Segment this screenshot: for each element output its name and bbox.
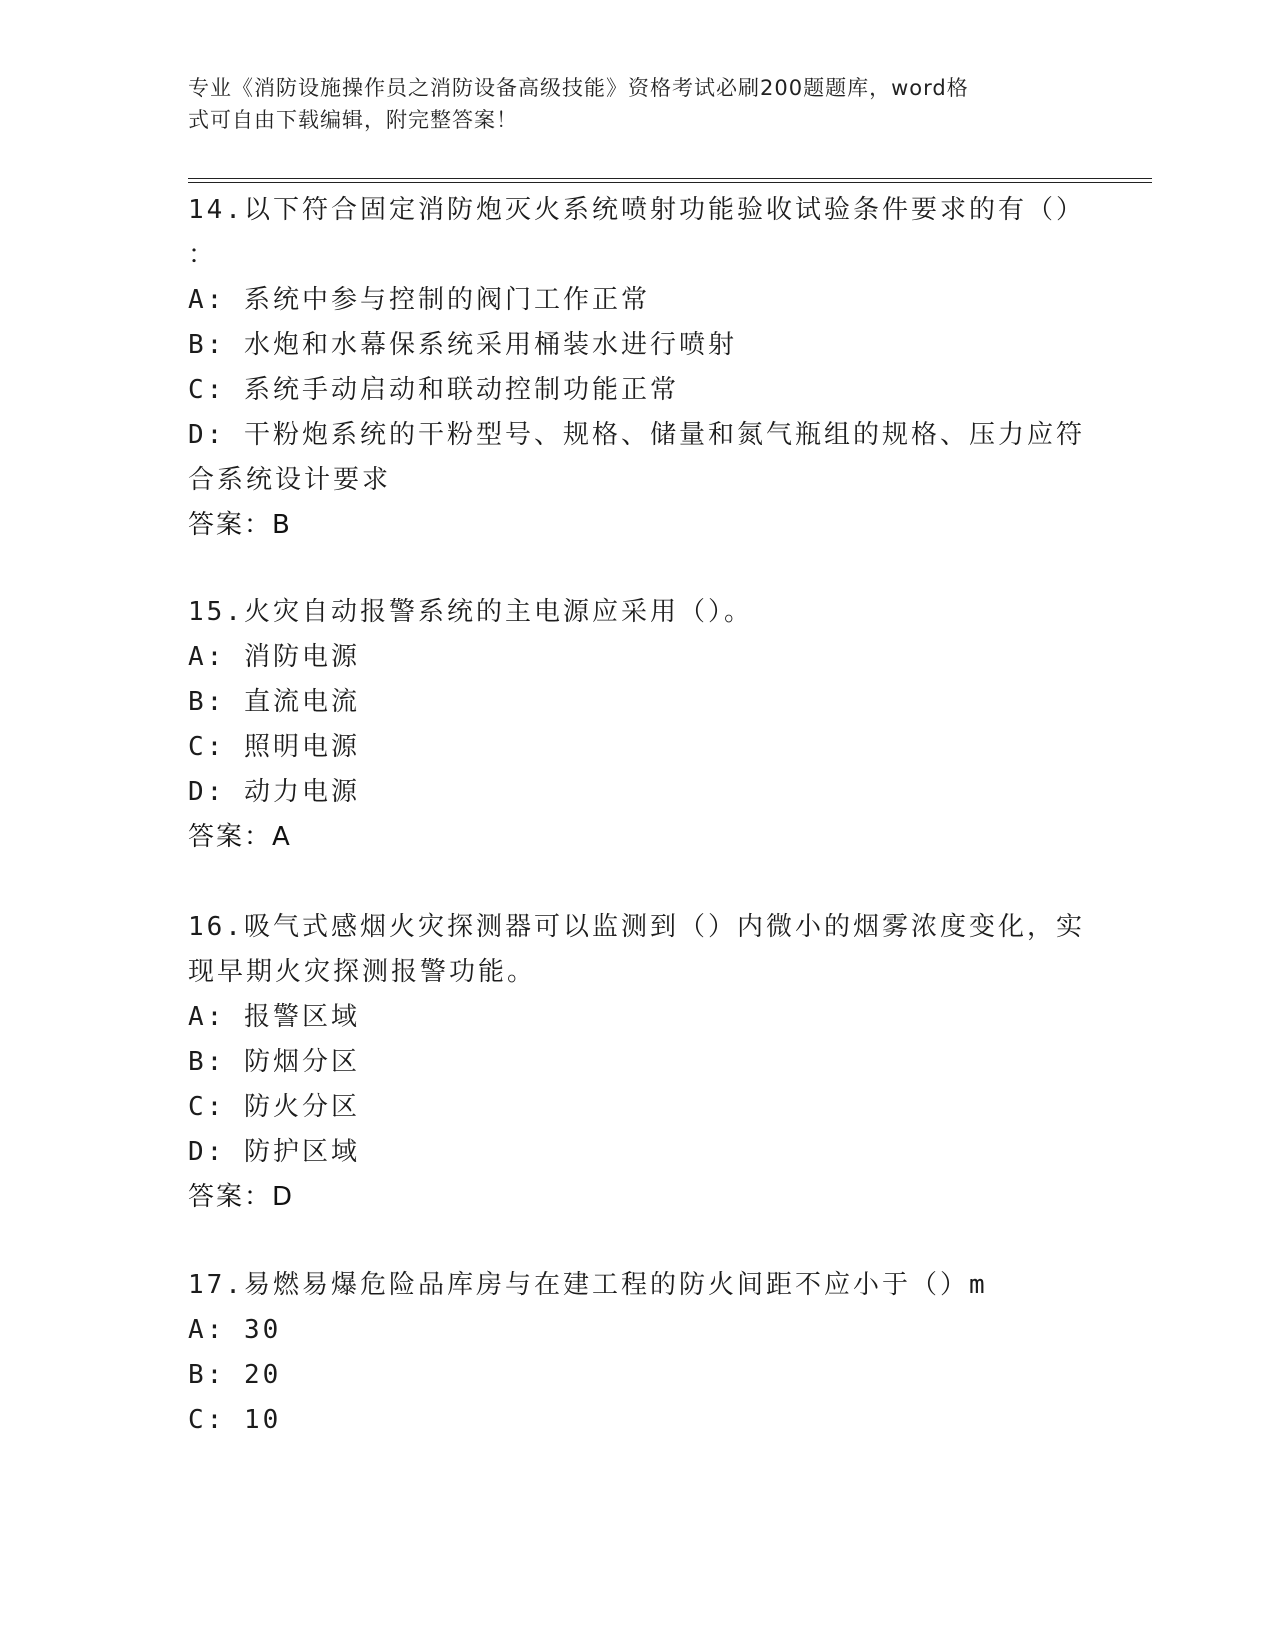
intro-line-2: 式可自由下载编辑，附完整答案！ (188, 108, 518, 132)
answer: 答案：D (188, 1182, 295, 1212)
question-stem: 17.易燃易爆危险品库房与在建工程的防火间距不应小于（）m (188, 1270, 988, 1300)
option-d-continued: 合系统设计要求 (188, 465, 392, 495)
option-c: C: 10 (188, 1405, 282, 1435)
option-b: B: 直流电流 (188, 687, 360, 717)
question-16 (188, 905, 1088, 1220)
answer: 答案：A (188, 822, 292, 852)
option-a: A: 报警区域 (188, 1002, 360, 1032)
header-divider-bottom (188, 182, 1152, 183)
question-14 (188, 188, 1088, 548)
question-15 (188, 590, 1088, 860)
option-d: D: 防护区域 (188, 1137, 360, 1167)
option-b: B: 防烟分区 (188, 1047, 360, 1077)
option-b: B: 水炮和水幕保系统采用桶装水进行喷射 (188, 330, 737, 360)
intro-line-1: 专业《消防设施操作员之消防设备高级技能》资格考试必刷200题题库，word格 (188, 76, 969, 100)
question-stem: 15.火灾自动报警系统的主电源应采用（）。 (188, 597, 753, 627)
question-stem: 16.吸气式感烟火灾探测器可以监测到（）内微小的烟雾浓度变化，实 (188, 912, 1085, 942)
question-stem-continued: 现早期火灾探测报警功能。 (188, 957, 537, 987)
option-a: A: 消防电源 (188, 642, 360, 672)
option-a: A: 系统中参与控制的阀门工作正常 (188, 285, 650, 315)
question-17 (188, 1263, 1088, 1443)
question-stem: 14.以下符合固定消防炮灭火系统喷射功能验收试验条件要求的有（） (188, 195, 1085, 225)
header-divider-top (188, 178, 1152, 179)
option-d: D: 干粉炮系统的干粉型号、规格、储量和氮气瓶组的规格、压力应符 (188, 420, 1085, 450)
question-stem-continued: ： (188, 240, 218, 270)
option-c: C: 防火分区 (188, 1092, 360, 1122)
answer: 答案：B (188, 510, 292, 540)
option-d: D: 动力电源 (188, 777, 360, 807)
option-a: A: 30 (188, 1315, 282, 1345)
document-intro (188, 72, 1068, 136)
option-b: B: 20 (188, 1360, 282, 1390)
option-c: C: 照明电源 (188, 732, 360, 762)
option-c: C: 系统手动启动和联动控制功能正常 (188, 375, 679, 405)
